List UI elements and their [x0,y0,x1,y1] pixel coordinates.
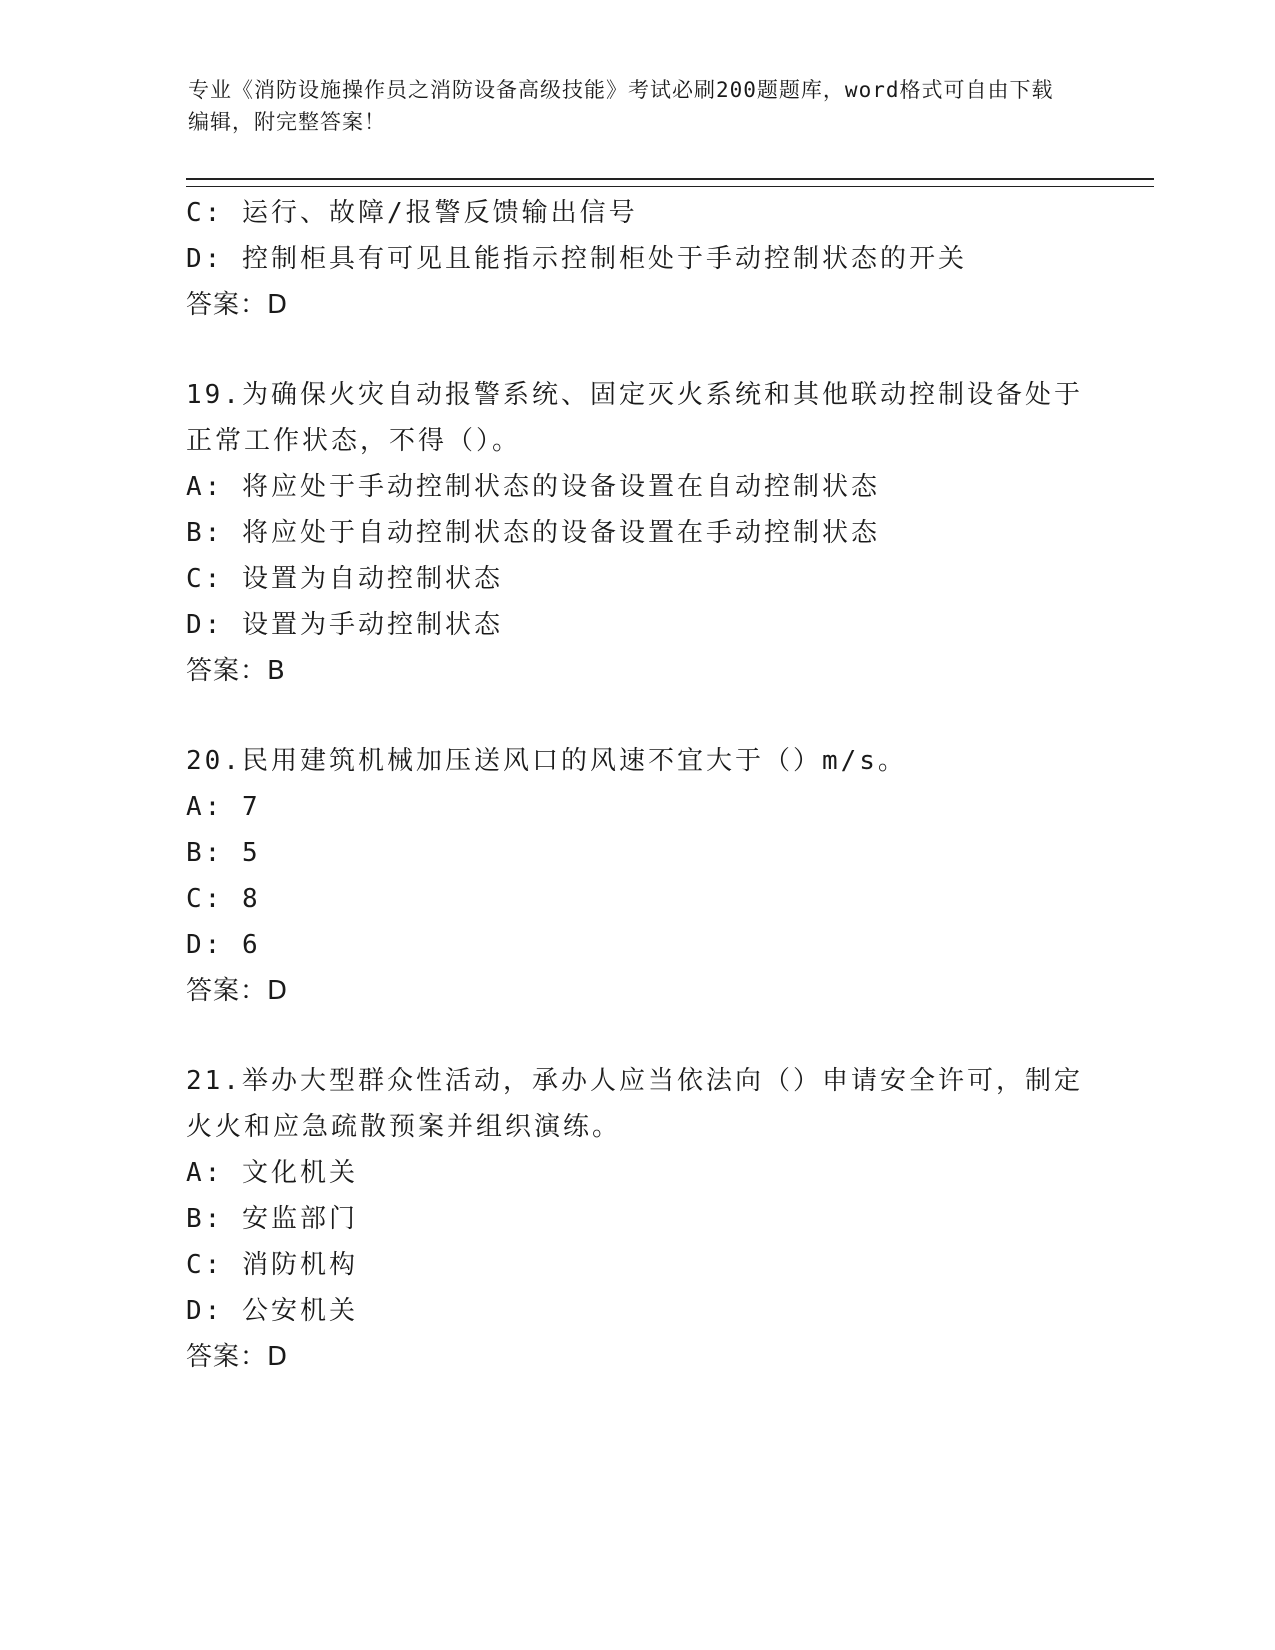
question-stem: 20.民用建筑机械加压送风口的风速不宜大于（）m/s。 [186,746,907,776]
option-c: C: 设置为自动控制状态 [186,564,503,594]
option-a: A: 文化机关 [186,1158,358,1188]
option-d: D: 6 [186,930,261,960]
option-b: B: 安监部门 [186,1204,358,1234]
option-a: A: 将应处于手动控制状态的设备设置在自动控制状态 [186,472,880,502]
question-18-tail [186,190,1086,328]
option-d: D: 公安机关 [186,1296,358,1326]
page-header: 专业《消防设施操作员之消防设备高级技能》考试必刷200题题库，word格式可自由下载编辑，附完整答案！ [188,78,1054,134]
option-c: C: 消防机构 [186,1250,358,1280]
answer-line: 答案：D [186,976,289,1006]
option-a: A: 7 [186,792,261,822]
option-c: C: 运行、故障/报警反馈输出信号 [186,198,638,228]
option-c: C: 8 [186,884,261,914]
question-20 [186,738,1086,1014]
answer-line: 答案：D [186,1342,289,1372]
question-stem: 19.为确保火灾自动报警系统、固定灭火系统和其他联动控制设备处于正常工作状态，不得（）。 [186,380,1083,456]
document-body [186,190,1086,1380]
header-divider [186,178,1154,187]
question-21 [186,1058,1086,1380]
answer-line: 答案：D [186,290,289,320]
question-stem: 21.举办大型群众性活动，承办人应当依法向（）申请安全许可，制定火火和应急疏散预案并组织演练。 [186,1066,1083,1142]
option-b: B: 5 [186,838,261,868]
option-d: D: 控制柜具有可见且能指示控制柜处于手动控制状态的开关 [186,244,967,274]
option-d: D: 设置为手动控制状态 [186,610,503,640]
question-19 [186,372,1086,694]
answer-line: 答案：B [186,656,286,686]
option-b: B: 将应处于自动控制状态的设备设置在手动控制状态 [186,518,880,548]
